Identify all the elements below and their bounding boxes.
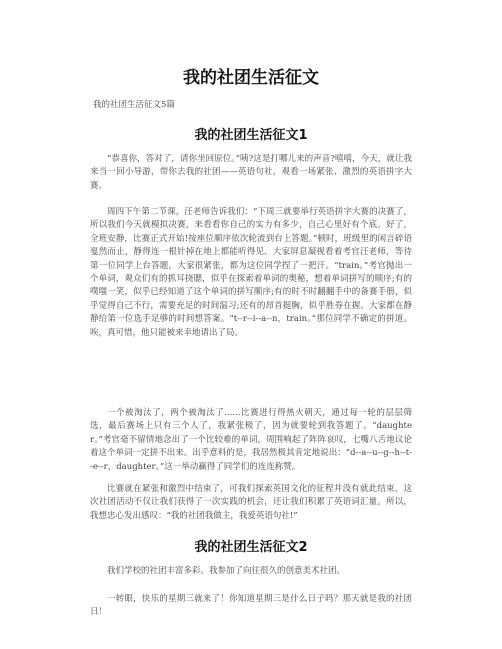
section-1-paragraph-3: 一个被淘汰了，两个被淘汰了......比赛进行得热火朝天，通过每一轮的层层筛选，最后赛场上只有三个人了，我紧张极了，因为就要轮到我答题了。“daughter。”考官毫不留情地念出了一个比较难的单词，周围响起了阵阵哀叹，七嘴八舌地议论着这个单词一定拼不出来。出乎意料的是，我居然极其肯定地说出：“d--a--u--g--h--t--e--r，daughter。”这一举动赢得了同学们的连连称赞。 xyxy=(90,408,412,472)
section-heading-1: 我的社团生活征文1 xyxy=(194,128,308,143)
section-1-paragraph-2: 周四下午第二节课，汪老师告诉我们：“下周三就要举行英语拼字大赛的决赛了，所以我们今天就模拟决赛，来看看你自己的实力有多少，自己心里好有个底。好了，全班安静，比赛正式开始!按座位顺序依次轮流到台上答题。”顿时，班级里的闲言碎语戛然而止，静得连一根针掉在地上都能听得见。大家屏息凝视看着考官汪老师，等待第一位同学上台答题，大家很紧张，都为这位同学捏了一把汗。“train。”考官抛出一个单词，观众们有的抓耳挠腮，似乎在探索着单词的奥秘，想着单词拼写的顺序;有的噗嗤一笑，似乎已经知道了这个单词的拼写顺序;有的时不时翻翻手中的备赛手册，似乎觉得自己不行，需要充足的时间温习;还有的昂首挺胸，似乎胜券在握。大家都在静静给第一位选手足够的时间想答案。“t--r--i--a--n，train。”那位同学不确定的拼道。唉，真可惜，他只能被来幸地请出了局。 xyxy=(90,207,412,338)
document-intro: 我的社团生活征文5篇 xyxy=(93,100,175,110)
section-1-paragraph-1: “恭喜你，答对了，请你坐回原位。”咦?这是打哪儿来的声音?嘻嘻，今天，就让我来当一回小导游，带你去我的社团——英语句社，观看一场紧张、激烈的英语拼字大赛。 xyxy=(90,154,412,191)
document-title: 我的社团生活征文 xyxy=(183,68,319,88)
section-2-paragraph-1: 我们学校的社团丰富多彩。我参加了向往很久的创意美术社团。 xyxy=(107,566,346,576)
section-2-paragraph-2: 一转眼，快乐的星期三就来了！你知道星期三是什么日子吗？那天就是我的社团日！ xyxy=(90,594,412,618)
section-heading-2: 我的社团生活征文2 xyxy=(194,540,308,555)
section-1-paragraph-4: 比赛就在紧张和激烈中结束了，可我们探索英国文化的征程并没有就此结束，这次社团活动不仅让我们获得了一次实践的机会，还让我们积累了英语词汇量。所以，我想忠心发出感叹：“我的社团我做主，我爱英语句社!” xyxy=(90,484,412,521)
